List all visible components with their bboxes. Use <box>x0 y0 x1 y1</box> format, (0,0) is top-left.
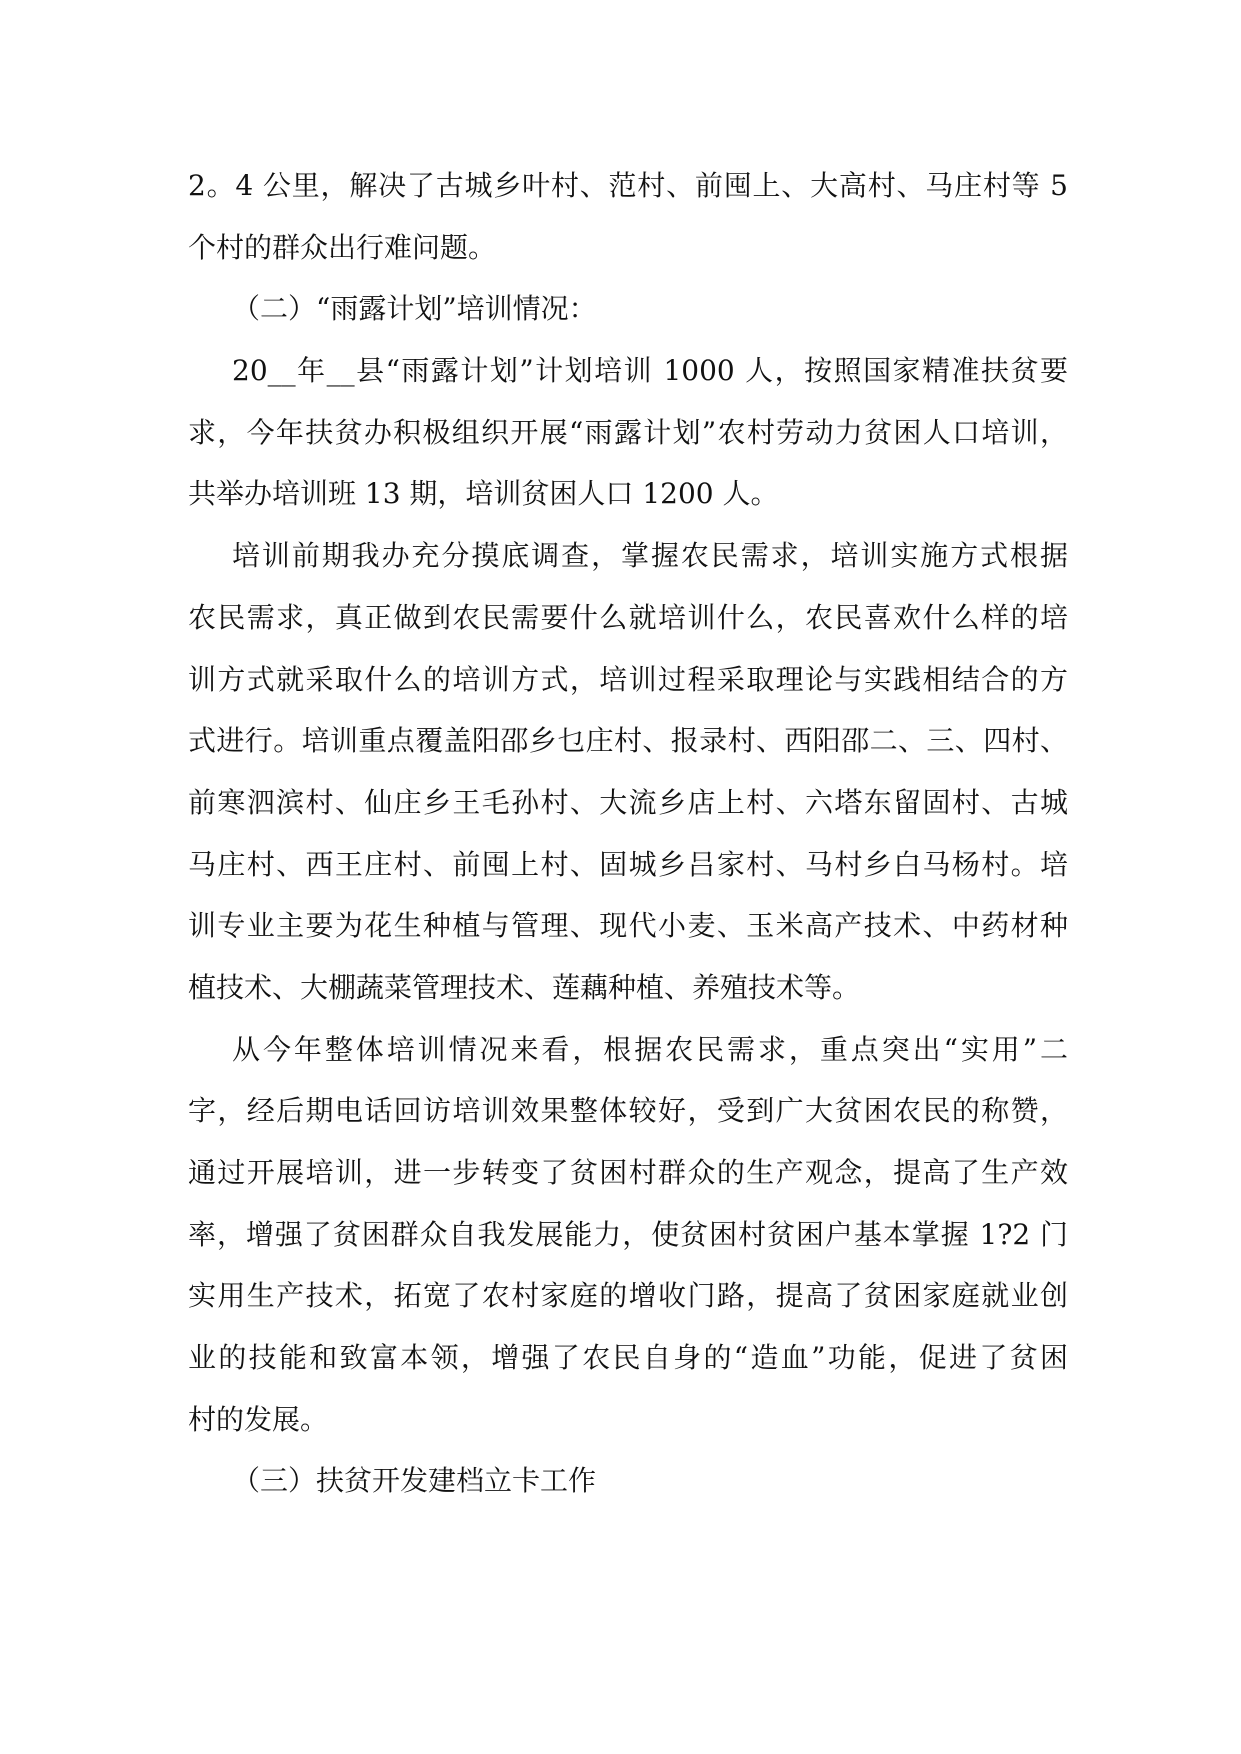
text-line: 通过开展培训，进一步转变了贫困村群众的生产观念，提高了生产效 <box>188 1156 1068 1189</box>
section-heading: （二）“雨露计划”培训情况： <box>232 292 597 326</box>
text-line: 训方式就采取什么的培训方式，培训过程采取理论与实践相结合的方 <box>188 662 1068 696</box>
text-line: 实用生产技术，拓宽了农村家庭的增收门路，提高了贫困家庭就业创 <box>188 1279 1068 1313</box>
body-text <box>188 155 1068 1512</box>
text-line: 20__年__县“雨露计划”计划培训 1000 人，按照国家精准扶贫要 <box>232 354 1068 388</box>
text-line: 村的发展。 <box>188 1402 329 1436</box>
text-line: 从今年整体培训情况来看，根据农民需求，重点突出“实用”二 <box>232 1032 1068 1066</box>
text-line: 字，经后期电话回访培训效果整体较好，受到广大贫困农民的称赞， <box>188 1094 1068 1128</box>
section-heading: （三）扶贫开发建档立卡工作 <box>232 1464 597 1498</box>
text-line: 共举办培训班 13 期，培训贫困人口 1200 人。 <box>188 477 779 511</box>
text-line: 2。4 公里，解决了古城乡叶村、范村、前囤上、大高村、马庄村等 5 <box>188 169 1068 202</box>
text-line: 前寒泗滨村、仙庄乡王毛孙村、大流乡店上村、六塔东留固村、古城 <box>188 785 1068 819</box>
text-line: 率，增强了贫困群众自我发展能力，使贫困村贫困户基本掌握 1?2 门 <box>188 1217 1068 1251</box>
text-line: 求，今年扶贫办积极组织开展“雨露计划”农村劳动力贫困人口培训， <box>188 415 1068 449</box>
text-line: 个村的群众出行难问题。 <box>188 230 497 264</box>
text-line: 马庄村、西王庄村、前囤上村、固城乡吕家村、马村乡白马杨村。培 <box>188 847 1068 881</box>
text-line: 植技术、大棚蔬菜管理技术、莲藕种植、养殖技术等。 <box>188 970 861 1004</box>
text-line: 培训前期我办充分摸底调查，掌握农民需求，培训实施方式根据 <box>232 539 1068 573</box>
text-line: 训专业主要为花生种植与管理、现代小麦、玉米高产技术、中药材种 <box>188 909 1068 943</box>
text-line: 式进行。培训重点覆盖阳邵乡乜庄村、报录村、西阳邵二、三、四村、 <box>188 724 1068 758</box>
text-line: 农民需求，真正做到农民需要什么就培训什么，农民喜欢什么样的培 <box>188 600 1068 634</box>
text-line: 业的技能和致富本领，增强了农民自身的“造血”功能，促进了贫困 <box>188 1341 1068 1375</box>
